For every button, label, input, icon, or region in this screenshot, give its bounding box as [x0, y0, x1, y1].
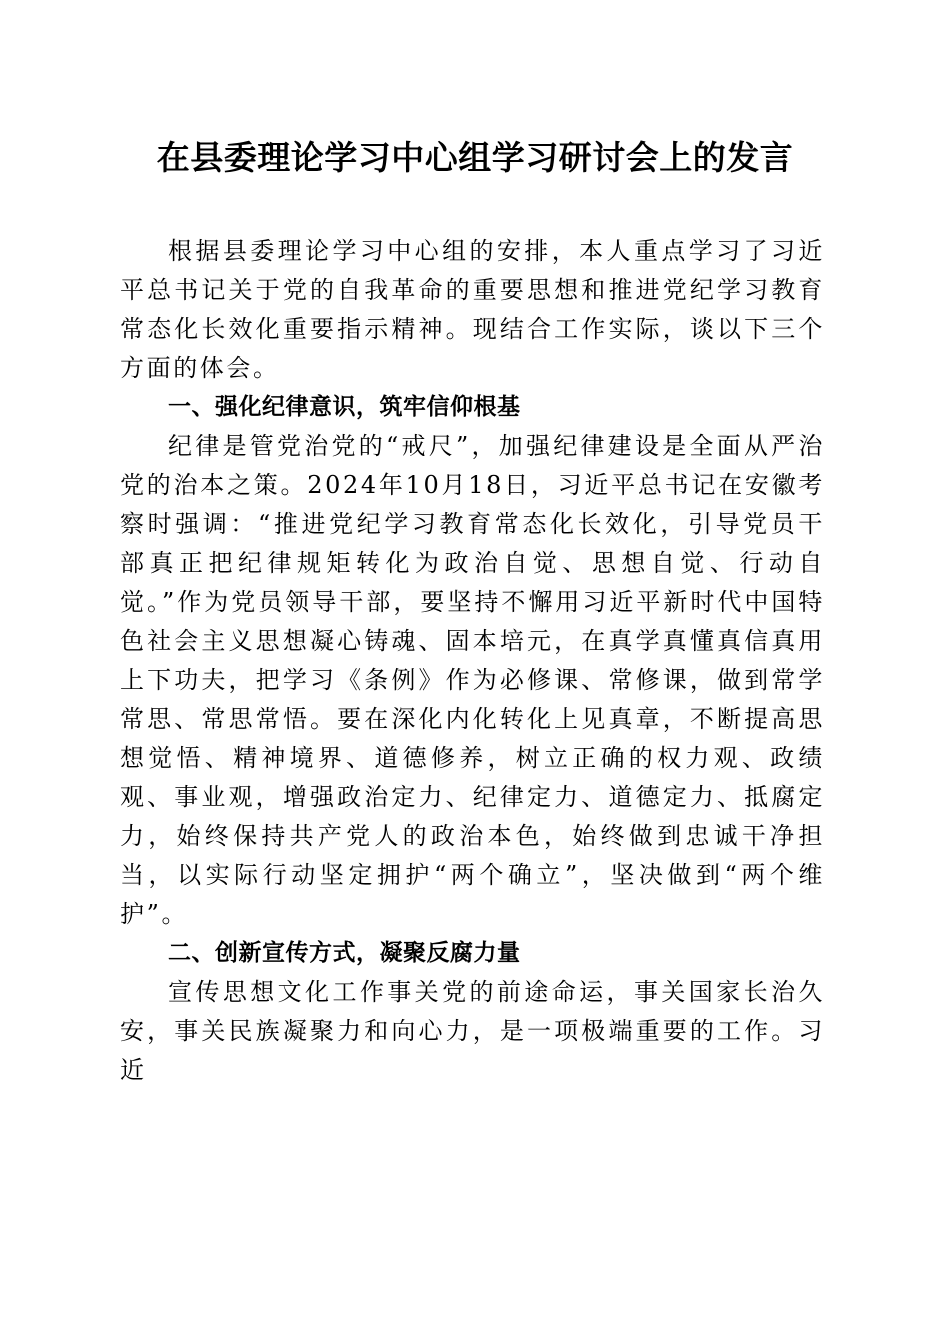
section-2-heading: 二、创新宣传方式，凝聚反腐力量	[168, 940, 521, 966]
section-1-paragraph: 纪律是管党治党的“戒尺”，加强纪律建设是全面从严治党的治本之策。2024年10月18日，习近平总书记在安徽考察时强调：“推进党纪学习教育常态化长效化，引导党员干部真正把纪律规矩转化为政治自觉、思想自觉、行动自觉。”作为党员领导干部，要坚持不懈用习近平新时代中国特色社会主义思想凝心铸魂、固本培元，在真学真懂真信真用上下功夫，把学习《条例》作为必修课、常修课，做到常学常思、常思常悟。要在深化内化转化上见真章，不断提高思想觉悟、精神境界、道德修养，树立正确的权力观、政绩观、事业观，增强政治定力、纪律定力、道德定力、抵腐定力，始终保持共产党人的政治本色，始终做到忠诚干净担当，以实际行动坚定拥护“两个确立”，坚决做到“两个维护”。	[120, 432, 825, 928]
document-title: 在县委理论学习中心组学习研讨会上的发言	[156, 138, 794, 177]
section-2-paragraph: 宣传思想文化工作事关党的前途命运，事关国家长治久安，事关民族凝聚力和向心力，是一项极端重要的工作。习近	[120, 978, 825, 1084]
intro-paragraph: 根据县委理论学习中心组的安排，本人重点学习了习近平总书记关于党的自我革命的重要思想和推进党纪学习教育常态化长效化重要指示精神。现结合工作实际，谈以下三个方面的体会。	[120, 237, 825, 382]
section-1-heading: 一、强化纪律意识，筑牢信仰根基	[168, 394, 521, 420]
document-body	[120, 232, 825, 1090]
